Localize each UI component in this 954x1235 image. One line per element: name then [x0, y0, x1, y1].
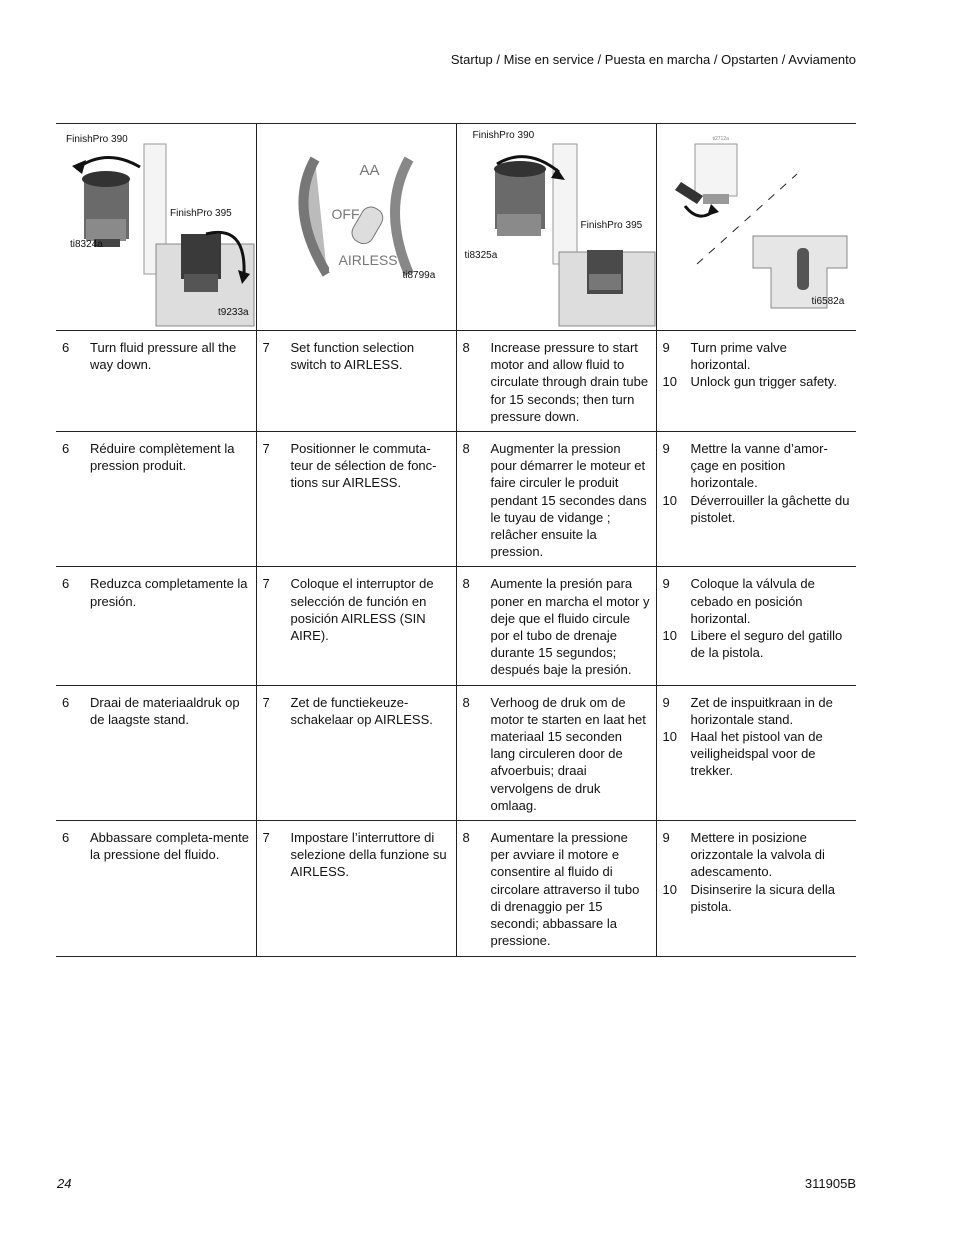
step-item: 6 Reduzca completamente la presión. — [62, 576, 248, 609]
step-item: 8 Aumentare la pressione per avviare il motore e consentire al fluido di circolare attraverso il tubo di drenaggio per 15 secondi; abbassare la pressione. — [462, 830, 640, 949]
figure-ref: ti8324a — [70, 239, 103, 250]
step-item: 10 Unlock gun trigger safety. — [662, 374, 837, 390]
step-item: 7 Set function selection switch to AIRLESS. — [262, 340, 415, 373]
step-item: 9 Mettre la vanne d’amor-çage en position horizontale. — [662, 441, 828, 491]
step-item: 7 Coloque el interruptor de selección de función en posición AIRLESS (SIN AIRE). — [262, 576, 434, 644]
document-number: 311905B — [804, 1176, 856, 1191]
model-label-top: FinishPro 390 — [472, 130, 535, 141]
step-item: 10 Haal het pistool van de veiligheidspal voor de trekker. — [662, 729, 823, 779]
step-item: 10 Disinserire la sicura della pistola. — [662, 881, 835, 914]
figure-cell-2 — [256, 124, 456, 331]
step-item: 9 Turn prime valve horizontal. — [662, 340, 787, 373]
model-label-bottom: FinishPro 395 — [580, 220, 643, 231]
language-row-nl — [56, 685, 856, 820]
step-item: 8 Verhoog de druk om de motor te starten en laat het materiaal 15 seconden lang circuleren door de afvoerbuis; draai vervolgens de druk omlaag. — [462, 694, 646, 813]
figure-ref-small: ti2712a — [712, 136, 729, 142]
step-item: 10 Déverrouiller la gâchette du pistolet. — [662, 492, 850, 525]
switch-label-off: OFF — [331, 206, 360, 222]
model-label-top: FinishPro 390 — [66, 134, 128, 145]
step-item: 10 Libere el seguro del gatillo de la pistola. — [662, 628, 843, 661]
page-number: 24 — [57, 1176, 72, 1191]
figure-ref: ti6582a — [811, 296, 845, 307]
language-row-es — [56, 567, 856, 685]
figure-cell-1 — [56, 124, 256, 331]
switch-label-airless: AIRLESS — [338, 252, 398, 268]
page-header: Startup / Mise en service / Puesta en marcha / Opstarten / Avviamento — [450, 52, 856, 67]
step-item: 8 Increase pressure to start motor and allow fluid to circulate through drain tube for 15 seconds; then turn pressure down. — [462, 340, 649, 424]
step-item: 8 Aumente la presión para poner en marcha el motor y deje que el fluido circule por el tubo de drenaje durante 15 segundos; después baje la presión. — [462, 576, 650, 678]
figure-cell-3 — [456, 124, 656, 331]
language-row-en — [56, 331, 856, 432]
step-item: 6 Réduire complètement la pression produit. — [62, 441, 235, 474]
figure-ref: ti8799a — [402, 270, 436, 281]
language-row-it — [56, 821, 856, 956]
step-item: 6 Abbassare completa-mente la pressione del fluido. — [62, 830, 249, 863]
figure-cell-4 — [656, 124, 856, 331]
language-row-fr — [56, 432, 856, 567]
step-item: 8 Augmenter la pression pour démarrer le moteur et faire circuler le produit pendant 15 secondes dans le tuyau de vidange ; relâcher ensuite la pression. — [462, 441, 647, 560]
function-switch-figure — [257, 124, 457, 330]
figure-row — [56, 124, 856, 331]
step-item: 7 Impostare l’interruttore di selezione della funzione su AIRLESS. — [262, 830, 447, 880]
step-item: 6 Draai de materiaaldruk op de laagste stand. — [62, 694, 240, 727]
switch-label-top: AA — [359, 162, 380, 179]
instruction-table — [56, 123, 856, 957]
step-item: 7 Zet de functiekeuze-schakelaar op AIRLESS. — [262, 694, 433, 727]
step-item: 7 Positionner le commuta-teur de sélection de fonc-tions sur AIRLESS. — [262, 441, 437, 491]
pressure-knob-figure — [56, 124, 256, 330]
model-label-bottom: FinishPro 395 — [170, 208, 232, 219]
step-item: 9 Coloque la válvula de cebado en posición horizontal. — [662, 576, 815, 626]
step-item: 9 Zet de inspuitkraan in de horizontale stand. — [662, 694, 833, 727]
figure-ref: ti8325a — [464, 250, 498, 261]
step-item: 6 Turn fluid pressure all the way down. — [62, 340, 237, 373]
figure-ref: t9233a — [218, 307, 249, 318]
step-item: 9 Mettere in posizione orizzontale la valvola di adescamento. — [662, 830, 825, 880]
